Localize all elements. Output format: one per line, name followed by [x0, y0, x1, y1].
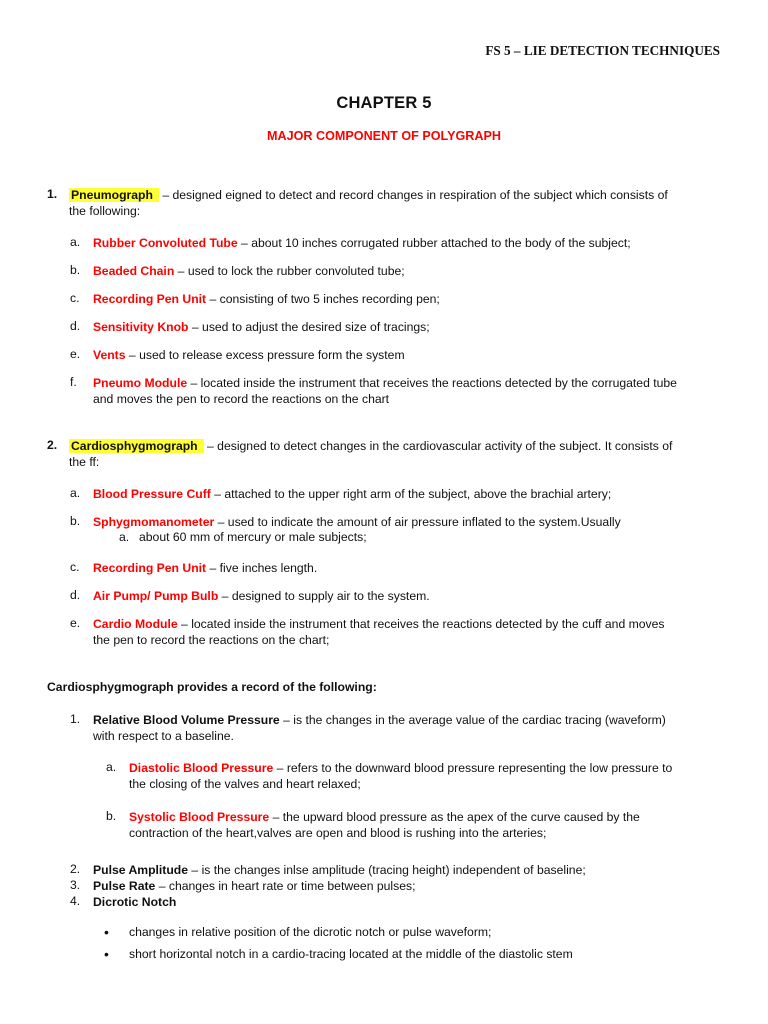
section-1-term: Pneumograph: [69, 188, 159, 202]
list-marker: a.: [106, 760, 117, 774]
list-item: Rubber Convoluted Tube – about 10 inches corrugated rubber attached to the body of the subject;: [93, 236, 631, 250]
list-item: Recording Pen Unit – consisting of two 5 inches recording pen;: [93, 292, 440, 306]
bullet-icon: •: [104, 946, 109, 962]
section-1-number: 1.: [47, 187, 58, 201]
sub-list-item: about 60 mm of mercury or male subjects;: [139, 530, 367, 544]
list-marker: b.: [70, 514, 81, 528]
section-1-desc-cont: the following:: [69, 204, 141, 218]
list-item: Pneumo Module – located inside the instrument that receives the reactions detected by the corrugated tube: [93, 376, 677, 390]
bullet-item: short horizontal notch in a cardio-tracing located at the middle of the diastolic stem: [129, 947, 573, 961]
list-marker: c.: [70, 560, 80, 574]
list-item: Pulse Rate – changes in heart rate or time between pulses;: [93, 879, 416, 893]
list-marker: 2.: [70, 862, 81, 876]
list-marker: b.: [70, 263, 81, 277]
list-item: Relative Blood Volume Pressure – is the changes in the average value of the cardiac tracing (waveform): [93, 713, 666, 727]
list-item: Dicrotic Notch: [93, 895, 177, 909]
section-2-intro: [69, 438, 719, 454]
list-item: Cardio Module – located inside the instrument that receives the reactions detected by the cuff and moves: [93, 617, 665, 631]
list-marker: a.: [70, 486, 81, 500]
section-2-term: Cardiosphygmograph: [69, 439, 204, 453]
list-marker: a.: [70, 235, 81, 249]
list-item-cont: contraction of the heart,valves are open and blood is rushing into the arteries;: [129, 826, 547, 840]
section-2-number: 2.: [47, 438, 58, 452]
list-marker: d.: [70, 319, 81, 333]
chapter-title: CHAPTER 5: [336, 94, 432, 112]
list-item-cont: the closing of the valves and heart relaxed;: [129, 777, 361, 791]
section-1-desc: – designed eigned to detect and record changes in respiration of the subject which consists of: [158, 188, 668, 202]
list-marker: b.: [106, 809, 117, 823]
list-item: Pulse Amplitude – is the changes inlse amplitude (tracing height) independent of baseline;: [93, 863, 586, 877]
sub-list-marker: a.: [119, 530, 130, 544]
list-marker: f.: [70, 375, 77, 389]
list-item: Diastolic Blood Pressure – refers to the downward blood pressure representing the low pressure to: [129, 761, 673, 775]
records-heading: Cardiosphygmograph provides a record of the following:: [47, 680, 377, 694]
list-item: Systolic Blood Pressure – the upward blood pressure as the apex of the curve caused by the: [129, 810, 640, 824]
list-item: Beaded Chain – used to lock the rubber convoluted tube;: [93, 264, 405, 278]
page-header: FS 5 – LIE DETECTION TECHNIQUES: [485, 43, 720, 58]
list-item: Sensitivity Knob – used to adjust the desired size of tracings;: [93, 320, 430, 334]
bullet-icon: •: [104, 924, 109, 940]
section-1-intro: [69, 187, 719, 203]
list-item: Blood Pressure Cuff – attached to the upper right arm of the subject, above the brachial artery;: [93, 487, 612, 501]
list-marker: c.: [70, 291, 80, 305]
list-marker: 3.: [70, 878, 81, 892]
list-item-cont: the pen to record the reactions on the chart;: [93, 633, 330, 647]
list-item: Recording Pen Unit – five inches length.: [93, 561, 318, 575]
list-marker: e.: [70, 347, 81, 361]
list-marker: d.: [70, 588, 81, 602]
section-2-desc-cont: the ff:: [69, 455, 100, 469]
bullet-item: changes in relative position of the dicrotic notch or pulse waveform;: [129, 925, 492, 939]
list-marker: 4.: [70, 894, 81, 908]
list-item: Vents – used to release excess pressure form the system: [93, 348, 405, 362]
chapter-subtitle: MAJOR COMPONENT OF POLYGRAPH: [267, 129, 501, 143]
list-item: Sphygmomanometer – used to indicate the amount of air pressure inflated to the system.Usually: [93, 515, 621, 529]
list-item: Air Pump/ Pump Bulb – designed to supply air to the system.: [93, 589, 430, 603]
section-2-desc: – designed to detect changes in the cardiovascular activity of the subject. It consists of: [203, 439, 673, 453]
list-marker: 1.: [70, 712, 81, 726]
list-item-cont: with respect to a baseline.: [93, 729, 234, 743]
list-marker: e.: [70, 616, 81, 630]
list-item-cont: and moves the pen to record the reactions on the chart: [93, 392, 390, 406]
